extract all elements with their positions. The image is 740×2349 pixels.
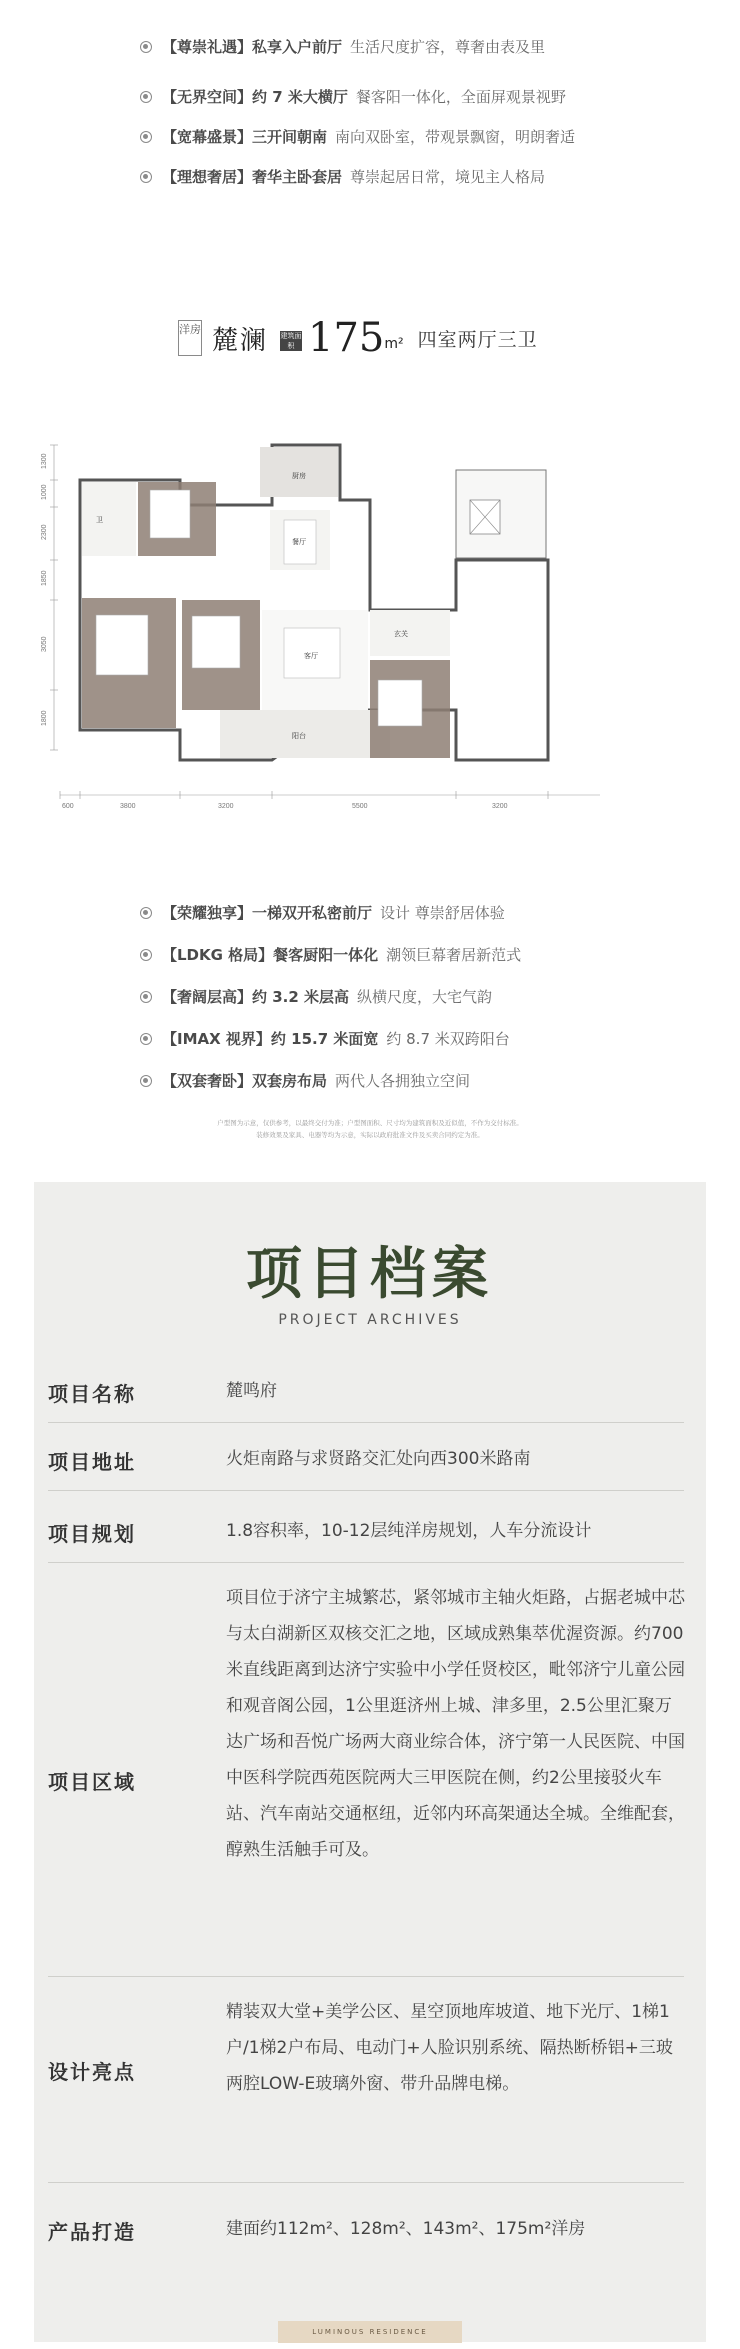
feature-item: [140, 166, 545, 187]
row-value: 麓鸣府: [226, 1381, 277, 1401]
feature-tag: 【尊崇礼遇】私享入户前厅: [162, 38, 343, 56]
feature-item: [140, 126, 575, 147]
target-icon: [140, 1075, 152, 1087]
room-label: 主卧: [110, 645, 124, 652]
feature-desc: 两代人各拥独立空间: [335, 1072, 471, 1090]
feature-item: [140, 1028, 510, 1049]
target-icon: [140, 1033, 152, 1045]
dim-label: 1300: [41, 453, 48, 469]
room-label: 玄关: [394, 631, 408, 638]
dim-label: 1000: [41, 484, 48, 500]
row-value: 精装双大堂+美学公区、星空顶地库坡道、地下光厅、1梯1户/1梯2户布局、电动门+人脸识别系统、隔热断桥铝+三玻两腔LOW-E玻璃外窗、带升品牌电梯。: [226, 2002, 673, 2094]
dim-label: 5500: [352, 803, 368, 810]
disclaimer: 装修效果及家具、电器等均为示意，实际以政府批准文件及买卖合同约定为准。: [256, 1131, 484, 1139]
row-divider: [48, 1422, 684, 1423]
feature-desc: 餐客阳一体化，全面屏观景视野: [355, 88, 566, 106]
feature-desc: 约 8.7 米双跨阳台: [386, 1030, 510, 1048]
feature-desc: 生活尺度扩容，尊奢由表及里: [350, 38, 546, 56]
feature-desc: 尊崇起居日常，境见主人格局: [350, 168, 546, 186]
target-icon: [140, 991, 152, 1003]
row-label: 项目规划: [48, 1522, 136, 1546]
room-label: 客厅: [304, 653, 318, 660]
row-label: 设计亮点: [48, 2060, 136, 2084]
dim-label: 2300: [41, 524, 48, 540]
feature-tag: 【LDKG 格局】餐客厨阳一体化: [162, 946, 379, 964]
dim-label: 3200: [218, 803, 234, 810]
target-icon: [140, 131, 152, 143]
row-divider: [48, 1490, 684, 1491]
feature-tag: 【双套奢卧】双套房布局: [162, 1072, 328, 1090]
disclaimer: 户型图为示意，仅供参考，以最终交付为准；户型图面积、尺寸均为建筑面积及近似值，不作为交付标准。: [217, 1119, 523, 1127]
unit-area: 175: [308, 315, 385, 361]
feature-tag: 【无界空间】约 7 米大横厅: [162, 88, 348, 106]
row-divider: [48, 1562, 684, 1563]
row-label: 项目区域: [48, 1770, 136, 1794]
target-icon: [140, 91, 152, 103]
dim-label: 1800: [41, 710, 48, 726]
unit-rooms: 四室两厅三卫: [417, 328, 538, 351]
room-label: 卫: [96, 517, 103, 524]
unit-header: [178, 316, 538, 360]
project-archive-panel: [34, 1182, 706, 2342]
row-label: 产品打造: [48, 2220, 136, 2244]
unit-kind-badge: 洋房: [178, 320, 202, 356]
target-icon: [140, 949, 152, 961]
brand-logo: LUMINOUS RESIDENCE: [278, 2321, 462, 2343]
feature-item: [140, 986, 492, 1007]
feature-desc: 纵横尺度，大宅气韵: [357, 988, 493, 1006]
dim-label: 3200: [492, 803, 508, 810]
feature-desc: 南向双卧室，带观景飘窗，明朗奢适: [335, 128, 576, 146]
dim-label: 1850: [41, 570, 48, 586]
room-label: 阳台: [292, 733, 306, 740]
archive-title: 项目档案: [246, 1241, 494, 1307]
feature-tag: 【IMAX 视界】约 15.7 米面宽: [162, 1030, 379, 1048]
room-label: 餐厅: [292, 539, 306, 546]
area-label: 建筑面积: [280, 332, 302, 350]
room-label: 卧室: [390, 703, 404, 710]
row-divider: [48, 2182, 684, 2183]
row-label: 项目名称: [48, 1382, 136, 1406]
room-label: 卧室: [206, 641, 220, 648]
archive-subtitle: PROJECT ARCHIVES: [278, 1312, 462, 1328]
row-value: 火炬南路与求贤路交汇处向西300米路南: [226, 1449, 531, 1469]
row-value: 项目位于济宁主城繁芯，紧邻城市主轴火炬路，占据老城中芯与太白湖新区双核交汇之地，区域成熟集萃优渥资源。约700米直线距离到达济宁实验中小学任贤校区，毗邻济宁儿童公园和观音阁公园，1公里逛济州上城、津多里，2.5公里汇聚万达广场和吾悦广场两大商业综合体，济宁第一人民医院、中国中医科学院西苑医院两大三甲医院在侧，约2公里接驳火车站、汽车南站交通枢纽，近邻内环高架通达全城。全维配套，醇熟生活触手可及。: [226, 1588, 685, 1860]
feature-item: [140, 86, 566, 107]
feature-tag: 【理想奢居】奢华主卧套居: [162, 168, 343, 186]
row-value: 建面约112m²、128m²、143m²、175m²洋房: [226, 2219, 586, 2239]
dim-label: 600: [62, 803, 74, 810]
target-icon: [140, 41, 152, 53]
row-value: 1.8容积率，10-12层纯洋房规划，人车分流设计: [226, 1521, 592, 1541]
row-label: 项目地址: [48, 1450, 136, 1474]
dim-label: 3050: [41, 636, 48, 652]
feature-item: [140, 944, 521, 965]
room-label: 厨房: [292, 473, 306, 480]
area-unit: m²: [384, 336, 404, 352]
feature-desc: 设计 尊崇舒居体验: [380, 904, 505, 922]
target-icon: [140, 907, 152, 919]
feature-desc: 潮领巨幕奢居新范式: [386, 946, 522, 964]
feature-tag: 【奢阔层高】约 3.2 米层高: [162, 988, 350, 1006]
feature-item: [140, 36, 545, 57]
target-icon: [140, 171, 152, 183]
feature-tag: 【宽幕盛景】三开间朝南: [162, 128, 328, 146]
unit-name: 麓澜: [212, 325, 269, 356]
room-label: 卧室: [162, 511, 176, 518]
dim-label: 3800: [120, 803, 136, 810]
feature-item: [140, 902, 505, 923]
feature-item: [140, 1070, 470, 1091]
feature-tag: 【荣耀独享】一梯双开私密前厅: [162, 904, 373, 922]
floor-plan: [40, 410, 660, 840]
row-divider: [48, 1976, 684, 1977]
